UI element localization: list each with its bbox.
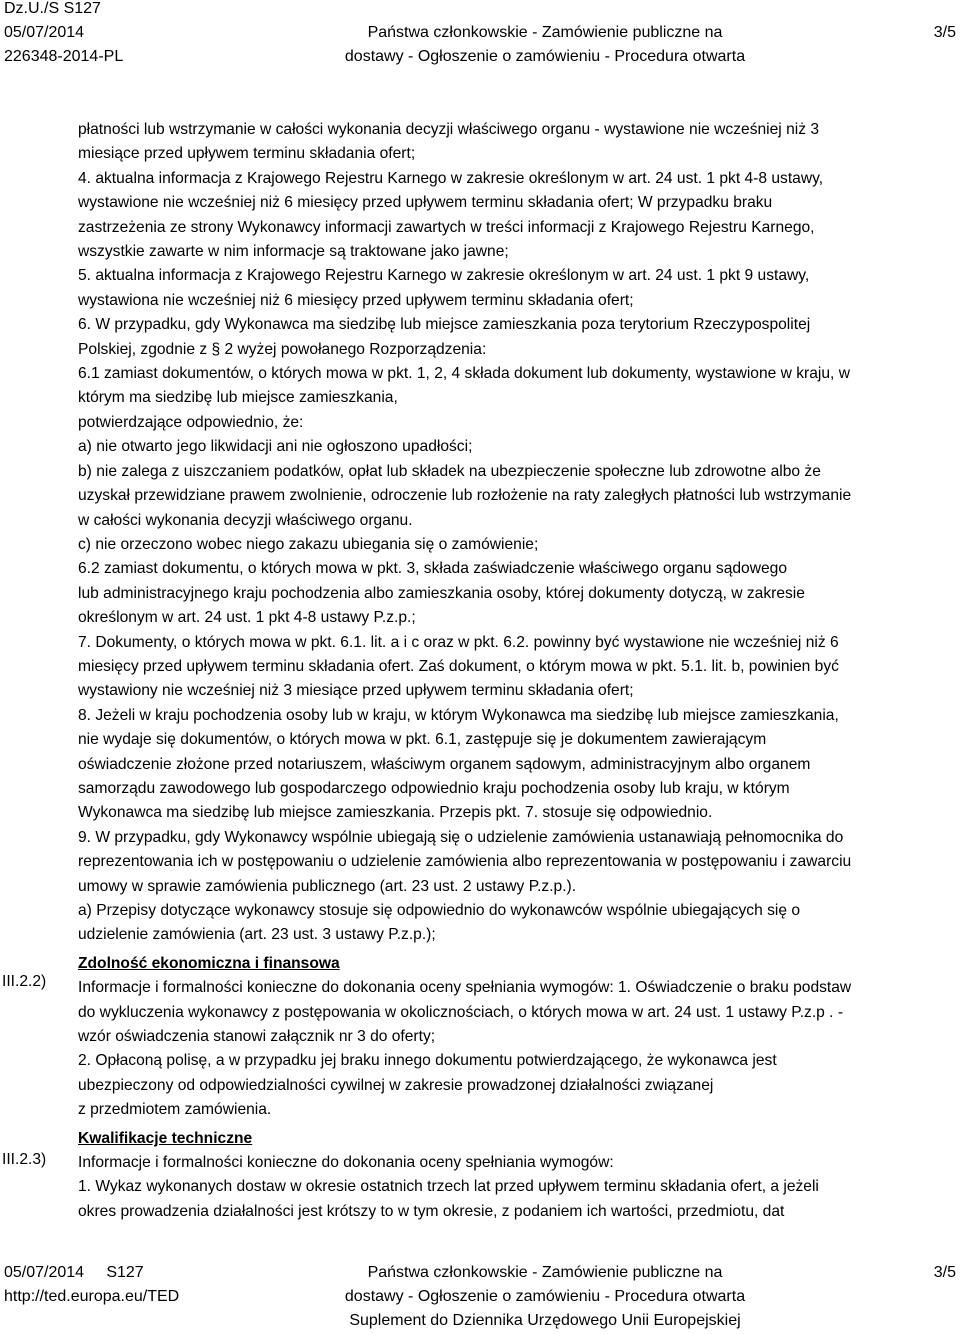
page-footer [0,1262,960,1334]
body-line: 6. W przypadku, gdy Wykonawca ma siedzibę lub miejsce zamieszkania poza terytorium Rzeczypospolitej [78,316,811,334]
footer-url[interactable]: http://ted.europa.eu/TED [4,1288,180,1305]
body-line: lub administracyjnego kraju pochodzenia albo zamieszkania osoby, której dokumenty dotyczą, w zakresie [78,584,805,602]
body-line: 7. Dokumenty, o których mowa w pkt. 6.1. lit. a i c oraz w pkt. 6.2. powinny być wystawione nie wcześniej niż 6 [78,633,839,651]
body-line: umowy w sprawie zamówienia publicznego (art. 23 ust. 2 ustawy P.z.p.). [78,877,577,895]
section-title-technical: Kwalifikacje techniczne [78,1129,253,1147]
body-line: do wykluczenia wykonawcy z postępowania w okolicznościach, o których mowa w art. 24 ust. 1 ustawy P.z.p . - [78,1003,844,1021]
footer-page-number: 3/5 [933,1264,956,1281]
journal-ref: Dz.U./S S127 [4,0,101,17]
body-line: 2. Opłaconą polisę, a w przypadku jej braku innego dokumentu potwierdzającego, że wykonawca jest [78,1052,777,1070]
body-line: którym ma siedzibę lub miejsce zamieszkania, [78,389,398,407]
body-line: wystawione nie wcześniej niż 6 miesięcy przed upływem terminu składania ofert; W przypadku braku [78,194,773,212]
body-line: samorządu zawodowego lub gospodarczego odpowiednio kraju pochodzenia osoby lub kraju, w którym [78,779,790,797]
body-line: Informacje i formalności konieczne do dokonania oceny spełniania wymogów: [78,1154,614,1172]
body-line: potwierdzające odpowiednio, że: [78,413,304,431]
footer-title-line3: Suplement do Dziennika Urzędowego Unii Europejskiej [349,1312,741,1329]
body-line: w całości wykonania decyzji właściwego organu. [78,511,413,529]
body-line: 6.1 zamiast dokumentów, o których mowa w pkt. 1, 2, 4 składa dokument lub dokumenty, wystawione w kraju, w [78,365,850,383]
body-line: c) nie orzeczono wobec niego zakazu ubiegania się o zamówienie; [78,535,539,553]
footer-title-line1: Państwa członkowskie - Zamówienie publiczne na [367,1264,723,1281]
page-header [0,0,960,72]
footer-date: 05/07/2014 [4,1264,85,1281]
body-line: wzór oświadczenia stanowi załącznik nr 3 do oferty; [78,1028,436,1046]
body-line: uzyskał przewidziane prawem zwolnienie, odroczenie lub rozłożenie na raty zaległych płatności lub wstrzymanie [78,487,852,505]
body-line: reprezentowania ich w postępowaniu o udzielenie zamówienia albo reprezentowania w postępowaniu i zawarciu [78,853,852,871]
body-line: Informacje i formalności konieczne do dokonania oceny spełniania wymogów: 1. Oświadczenie o braku podstaw [78,979,852,997]
body-line: wystawiony nie wcześniej niż 3 miesiące przed upływem terminu składania ofert; [78,682,634,700]
footer-title-line2: dostawy - Ogłoszenie o zamówieniu - Procedura otwarta [344,1288,746,1305]
body-line: Polskiej, zgodnie z § 2 wyżej powołanego Rozporządzenia: [78,340,487,358]
body-line: zastrzeżenia ze strony Wykonawcy informacji zawartych w treści informacji z Krajowego Rejestru Karnego, [78,218,815,236]
body-line: 1. Wykaz wykonanych dostaw w okresie ostatnich trzech lat przed upływem terminu składania ofert, a jeżeli [78,1178,819,1196]
body-line: 4. aktualna informacja z Krajowego Rejestru Karnego w zakresie określonym w art. 24 ust. 1 pkt 4-8 ustawy, [78,169,824,187]
body-line: 9. W przypadku, gdy Wykonawcy wspólnie ubiegają się o udzielenie zamówienia ustanawiają pełnomocnika do [78,828,844,846]
footer-journal: S127 [106,1264,144,1281]
body-line: 8. Jeżeli w kraju pochodzenia osoby lub w kraju, w którym Wykonawca ma siedzibę lub miejsce zamieszkania, [78,706,839,724]
document-body [78,118,958,1224]
body-line: 5. aktualna informacja z Krajowego Rejestru Karnego w zakresie określonym w art. 24 ust. 1 pkt 9 ustawy, [78,267,810,285]
body-line: ubezpieczony od odpowiedzialności cywilnej w zakresie prowadzonej działalności związanej [78,1076,714,1094]
publication-date: 05/07/2014 [4,24,85,41]
body-line: miesiące przed upływem terminu składania ofert; [78,145,416,163]
document-id: 226348-2014-PL [4,48,124,65]
body-line: b) nie zalega z uiszczaniem podatków, opłat lub składek na ubezpieczenie społeczne lub zdrowotne albo że [78,462,821,480]
body-line: udzielenie zamówienia (art. 23 ust. 3 ustawy P.z.p.); [78,926,436,944]
body-line: Wykonawca ma siedzibę lub miejsce zamieszkania. Przepis pkt. 7. stosuje się odpowiednio. [78,804,713,822]
body-line: oświadczenie złożone przed notariuszem, właściwym organem sądowym, administracyjnym albo organem [78,755,811,773]
body-line: nie wydaje się dokumentów, o których mowa w pkt. 6.1, zastępuje się je dokumentem zawierającym [78,731,767,749]
body-line: wszystkie zawarte w nim informacje są traktowane jako jawne; [78,243,509,261]
body-line: miesięcy przed upływem terminu składania ofert. Zaś dokument, o którym mowa w pkt. 5.1. lit. b, powinien być [78,657,839,675]
body-line: a) Przepisy dotyczące wykonawcy stosuje się odpowiednio do wykonawców wspólnie ubiegających się o [78,902,801,919]
header-title-line2: dostawy - Ogłoszenie o zamówieniu - Procedura otwarta [344,48,746,65]
body-line: wystawiona nie wcześniej niż 6 miesięcy przed upływem terminu składania ofert; [78,291,634,309]
page-number: 3/5 [933,24,956,41]
section-title-economic: Zdolność ekonomiczna i finansowa [78,954,340,972]
body-line: okres prowadzenia działalności jest krótszy to w tym okresie, z podaniem ich wartości, przedmiotu, dat [78,1202,785,1220]
body-line: określonym w art. 24 ust. 1 pkt 4-8 ustawy P.z.p.; [78,609,416,627]
body-line: płatności lub wstrzymanie w całości wykonania decyzji właściwego organu - wystawione nie wcześniej niż 3 [78,121,820,138]
section-number-323: III.2.3) [2,1151,47,1168]
body-line: z przedmiotem zamówienia. [78,1101,272,1119]
header-title-line1: Państwa członkowskie - Zamówienie publiczne na [367,24,723,41]
section-number-322: III.2.2) [2,973,47,990]
body-line: a) nie otwarto jego likwidacji ani nie ogłoszono upadłości; [78,438,473,456]
body-line: 6.2 zamiast dokumentu, o których mowa w pkt. 3, składa zaświadczenie właściwego organu sądowego [78,560,788,578]
